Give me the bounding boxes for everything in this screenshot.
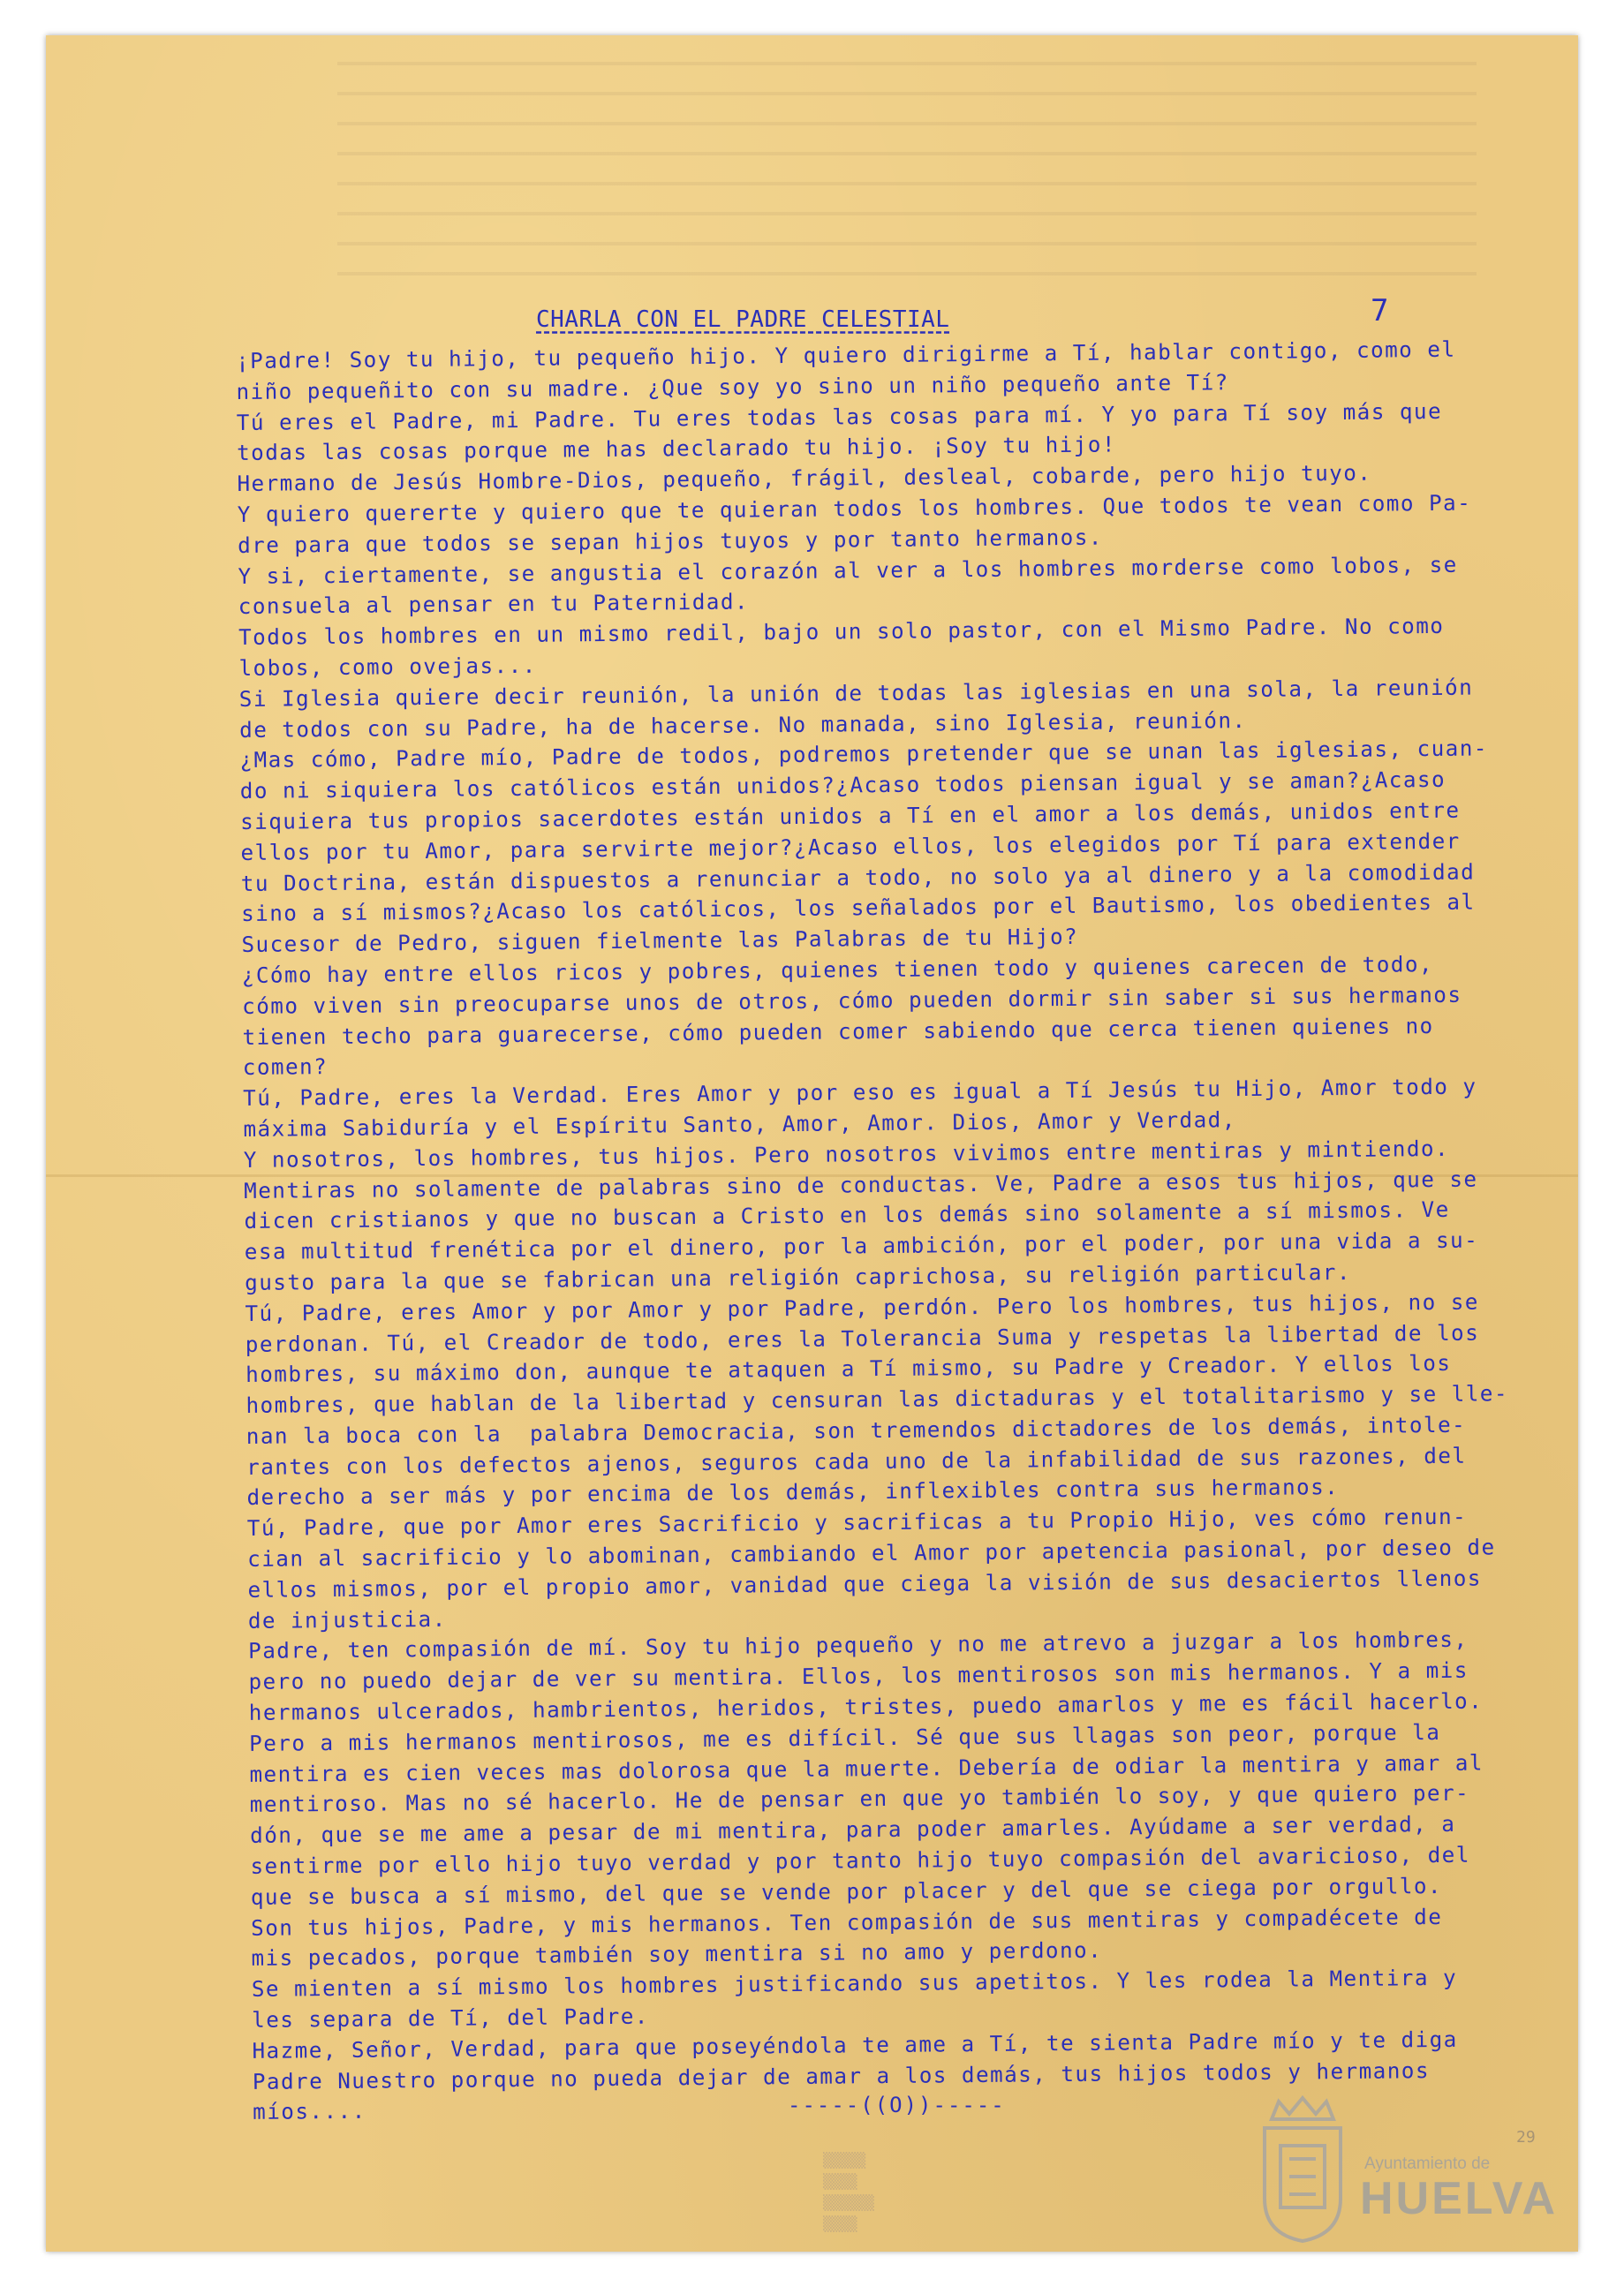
text-line: ¿Cómo hay entre ellos ricos y pobres, quienes tienen todo y quienes carecen de todo,	[241, 951, 1434, 988]
text-line: hombres, que hablan de la libertad y censuran las dictaduras y el totalitarismo y se lle-	[245, 1381, 1509, 1419]
seal-text-line1: Ayuntamiento de	[1364, 2154, 1491, 2173]
text-line: Se mienten a sí mismo los hombres justificando sus apetitos. Y les rodea la Mentira y	[251, 1966, 1458, 2003]
text-line: lobos, como ovejas...	[238, 653, 537, 681]
page-number: 7	[1371, 293, 1389, 328]
text-line: mentira es cien veces mas dolorosa que la muerte. Debería de odiar la mentira y amar al	[249, 1750, 1484, 1787]
text-line: nan la boca con la palabra Democracia, son tremendos dictadores de los demás, intole-	[245, 1412, 1467, 1449]
bleed-through-text	[337, 62, 1477, 283]
text-line: Todos los hombres en un mismo redil, bajo un solo pastor, con el Mismo Padre. No como	[238, 614, 1445, 651]
text-line: esa multitud frenética por el dinero, por la ambición, por el poder, por una vida a su-	[244, 1227, 1479, 1265]
text-line: todas las cosas porque me has declarado tu hijo. ¡Soy tu hijo!	[237, 432, 1117, 466]
text-line: ellos mismos, por el propio amor, vanidad que ciega la visión de sus desaciertos llenos	[247, 1566, 1483, 1603]
corner-mark: 29	[1516, 2128, 1536, 2147]
text-line: Pero a mis hermanos mentirosos, me es difícil. Sé que sus llagas son peor, porque la	[249, 1719, 1441, 1756]
text-line: comen?	[242, 1054, 329, 1081]
text-line: Padre Nuestro porque no pueda dejar de amar a los demás, tus hijos todos y hermanos	[252, 2057, 1431, 2094]
text-line: ¡Padre! Soy tu hijo, tu pequeño hijo. Y quiero dirigirme a Tí, hablar contigo, como el	[236, 336, 1456, 374]
text-line: do ni siquiera los católicos están unidos?¿Acaso todos piensan igual y se aman?¿Acaso	[239, 767, 1446, 804]
text-line: pero no puedo dejar de ver su mentira. Ellos, los mentirosos son mis hermanos. Y a mis	[248, 1657, 1469, 1695]
text-line: siquiera tus propios sacerdotes están unidos a Tí en el amor a los demás, unidos entre	[240, 797, 1461, 834]
text-line: Si Iglesia quiere decir reunión, la unión de todas las iglesias en una sola, la reunión	[238, 675, 1474, 712]
text-line: niño pequeñito con su madre. ¿Que soy yo sino un niño pequeño ante Tí?	[236, 370, 1229, 404]
text-line: Hazme, Señor, Verdad, para que poseyéndola te ame a Tí, te sienta Padre mío y te diga	[252, 2026, 1458, 2064]
text-line: mentiroso. Mas no sé hacerlo. He de pensar en que yo también lo soy, y que quiero per-	[249, 1781, 1470, 1818]
faded-stamp: ▒▒▒▒▒ ▒▒▒▒ ▒▒▒▒▒▒ ▒▒▒▒	[823, 2152, 874, 2232]
text-line: Hermano de Jesús Hombre-Dios, pequeño, frágil, desleal, cobarde, pero hijo tuyo.	[237, 460, 1372, 497]
text-line: Tú eres el Padre, mi Padre. Tu eres todas las cosas para mí. Y yo para Tí soy más que	[236, 398, 1443, 435]
text-line: tu Doctrina, están dispuestos a renunciar a todo, no solo ya al dinero y a la comodidad	[240, 859, 1476, 896]
text-line: dre para que todos se sepan hijos tuyos y por tanto hermanos.	[238, 524, 1104, 558]
text-line: perdonan. Tú, el Creador de todo, eres la Tolerancia Suma y respetas la libertad de los	[245, 1320, 1480, 1357]
end-separator: -----((O))-----	[788, 2093, 1006, 2117]
text-line: les separa de Tí, del Padre.	[252, 2004, 650, 2033]
text-line: Mentiras no solamente de palabras sino de conductas. Ve, Padre a esos tus hijos, que se	[244, 1166, 1478, 1204]
text-line: que se busca a sí mismo, del que se vende por placer y del que se ciega por orgullo.	[250, 1873, 1443, 1910]
text-line: de todos con su Padre, ha de hacerse. No manada, sino Iglesia, reunión.	[239, 707, 1247, 743]
text-line: mis pecados, porque también soy mentira si no amo y perdono.	[251, 1938, 1103, 1972]
text-line: Y si, ciertamente, se angustia el corazón al ver a los hombres morderse como lobos, se	[238, 552, 1458, 589]
text-line: hombres, su máximo don, aunque te ataquen a Tí mismo, su Padre y Creador. Y ellos los	[245, 1351, 1452, 1388]
text-line: Y nosotros, los hombres, tus hijos. Pero nosotros vivimos entre mentiras y mintiendo.	[243, 1136, 1450, 1173]
text-line: dicen cristianos y que no buscan a Cristo en los demás sino solamente a sí mismos. Ve	[244, 1197, 1450, 1234]
coat-of-arms-icon	[1254, 2093, 1351, 2243]
text-line: rantes con los defectos ajenos, seguros cada uno de la infabilidad de sus razones, del	[246, 1443, 1467, 1480]
huelva-city-seal	[1254, 2093, 1572, 2252]
text-line: ellos por tu Amor, para servirte mejor?¿Acaso ellos, los elegidos por Tí para extender	[240, 828, 1461, 865]
text-line: Sucesor de Pedro, siguen fielmente las Palabras de tu Hijo?	[241, 924, 1079, 958]
text-line: sino a sí mismos?¿Acaso los católicos, los señalados por el Bautismo, los obedientes al	[241, 889, 1476, 927]
text-line: Padre, ten compasión de mí. Soy tu hijo pequeño y no me atrevo a juzgar a los hombres,	[248, 1627, 1469, 1664]
text-line: Tú, Padre, eres la Verdad. Eres Amor y por eso es igual a Tí Jesús tu Hijo, Amor todo y	[243, 1074, 1477, 1112]
text-line: míos....	[253, 2099, 366, 2125]
text-line: cómo viven sin preocuparse unos de otros, cómo pueden dormir sin saber si sus hermanos	[242, 982, 1462, 1019]
text-line: máxima Sabiduría y el Espíritu Santo, Amor, Amor. Dios, Amor y Verdad,	[243, 1107, 1236, 1142]
document-title: CHARLA CON EL PADRE CELESTIAL	[536, 306, 950, 333]
text-line: hermanos ulcerados, hambrientos, heridos, tristes, puedo amarlos y me es fácil hacerlo.	[248, 1688, 1484, 1725]
text-line: Tú, Padre, eres Amor y por Amor y por Padre, perdón. Pero los hombres, tus hijos, no se	[245, 1289, 1479, 1326]
typewritten-page	[46, 35, 1578, 2252]
text-line: ¿Mas cómo, Padre mío, Padre de todos, podremos pretender que se unan las iglesias, cuan-	[239, 736, 1489, 774]
text-line: cian al sacrificio y lo abominan, cambiando el Amor por apetencia pasional, por deseo de	[247, 1535, 1496, 1573]
text-line: consuela al pensar en tu Paternidad.	[238, 589, 750, 620]
seal-text-line2: HUELVA	[1360, 2173, 1559, 2224]
text-line: sentirme por ello hijo tuyo verdad y por tanto hijo tuyo compasión del avaricioso, del	[250, 1842, 1470, 1879]
text-line: Y quiero quererte y quiero que te quieran todos los hombres. Que todos te vean como Pa-	[237, 490, 1472, 527]
text-line: Tú, Padre, que por Amor eres Sacrificio y sacrificas a tu Propio Hijo, ves cómo renun-	[246, 1504, 1468, 1542]
document-body	[236, 334, 1560, 2128]
text-line: tienen techo para guarecerse, cómo pueden comer sabiendo que cerca tienen quienes no	[242, 1013, 1434, 1050]
text-line: de injusticia.	[247, 1606, 447, 1634]
text-line: dón, que se me ame a pesar de mi mentira, para poder amarles. Ayúdame a ser verdad, a	[250, 1812, 1456, 1849]
text-line: derecho a ser más y por encima de los demás, inflexibles contra sus hermanos.	[246, 1475, 1340, 1511]
text-line: Son tus hijos, Padre, y mis hermanos. Ten compasión de sus mentiras y compadécete de	[251, 1904, 1443, 1941]
text-line: gusto para la que se fabrican una religión caprichosa, su religión particular.	[245, 1259, 1352, 1295]
